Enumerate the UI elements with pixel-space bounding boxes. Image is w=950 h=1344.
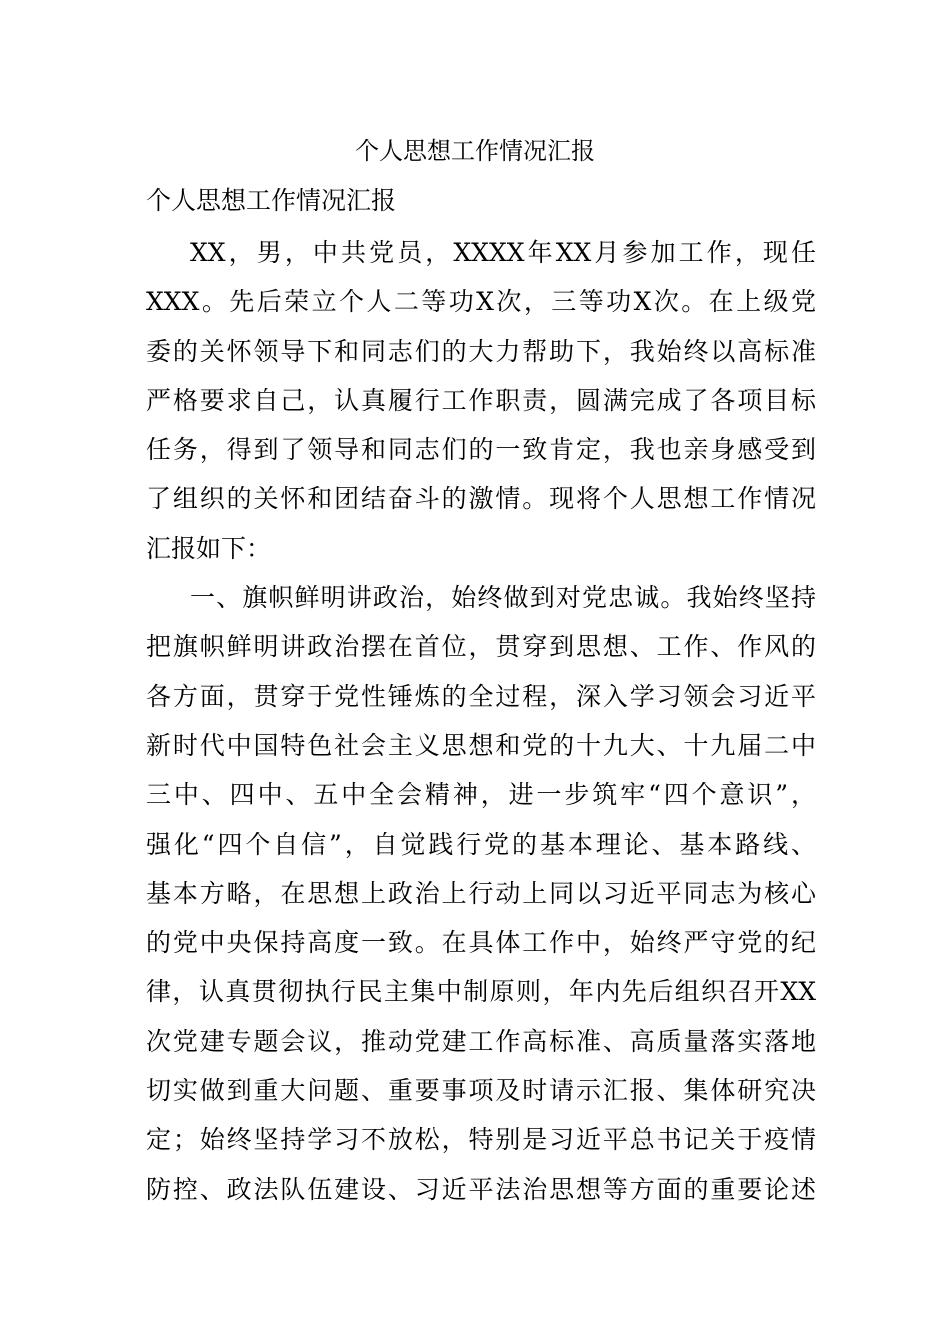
text-line: 汇报如下： (146, 533, 272, 563)
text-line: 律，认真贯彻执行民主集中制原则，年内先后组织召开XX (146, 977, 816, 1007)
text-line: 各方面，贯穿于党性锤炼的全过程，深入学习领会习近平 (146, 681, 816, 711)
text-line: 把旗帜鲜明讲政治摆在首位，贯穿到思想、工作、作风的 (146, 632, 816, 662)
text-line: 了组织的关怀和团结奋斗的激情。现将个人思想工作情况 (146, 484, 816, 514)
text-line: 防控、政法队伍建设、习近平法治思想等方面的重要论述 (146, 1174, 816, 1204)
text-line: XXX。先后荣立个人二等功X次，三等功X次。在上级党 (146, 287, 816, 317)
text-line: 严格要求自己，认真履行工作职责，圆满完成了各项目标 (146, 385, 816, 415)
text-line: 次党建专题会议，推动党建工作高标准、高质量落实落地 (146, 1026, 816, 1056)
document-title: 个人思想工作情况汇报 (355, 137, 595, 165)
text-line: 切实做到重大问题、重要事项及时请示汇报、集体研究决 (146, 1076, 816, 1106)
text-line: 基本方略，在思想上政治上行动上同以习近平同志为核心 (146, 878, 816, 908)
text-line: 三中、四中、五中全会精神，进一步筑牢“四个意识”， (146, 780, 816, 810)
text-line: 定；始终坚持学习不放松，特别是习近平总书记关于疫情 (146, 1125, 816, 1155)
text-line: 委的关怀领导下和同志们的大力帮助下，我始终以高标准 (146, 336, 816, 366)
text-line: 一、旗帜鲜明讲政治，始终做到对党忠诚。我始终坚持 (190, 583, 816, 613)
text-line: 的党中央保持高度一致。在具体工作中，始终严守党的纪 (146, 928, 816, 958)
document-body (146, 228, 816, 1214)
text-line: 新时代中国特色社会主义思想和党的十九大、十九届二中 (146, 730, 816, 760)
text-line: XX，男，中共党员，XXXX年XX月参加工作，现任 (190, 238, 816, 267)
text-line: 强化“四个自信”，自觉践行党的基本理论、基本路线、 (146, 829, 816, 859)
document-subtitle: 个人思想工作情况汇报 (146, 186, 397, 215)
text-line: 任务，得到了领导和同志们的一致肯定，我也亲身感受到 (146, 435, 816, 465)
